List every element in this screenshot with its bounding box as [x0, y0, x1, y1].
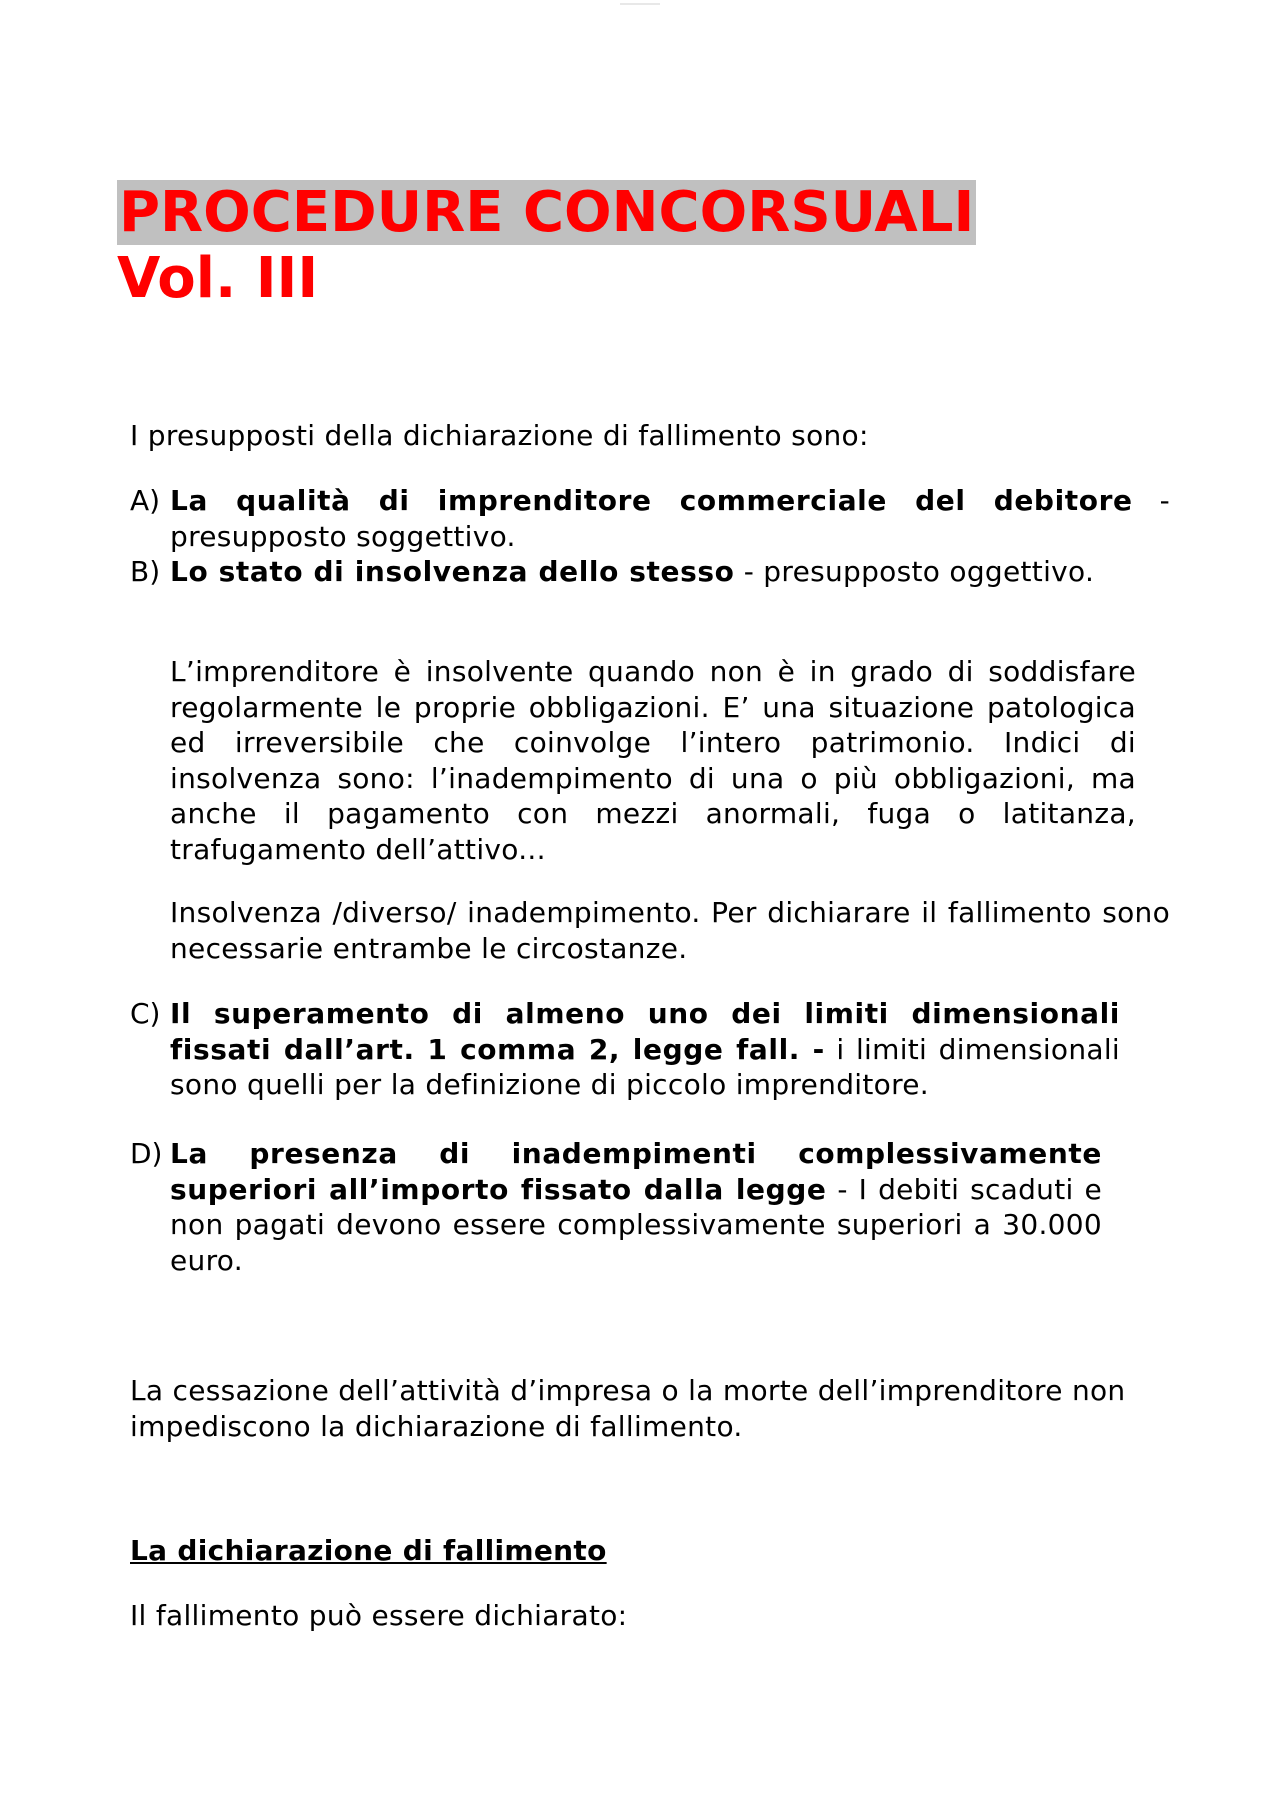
item-text: - presupposto oggettivo.: [734, 555, 1095, 588]
item-text: - I debiti scaduti e non pagati devono essere complessivamente superiori a 30.000 euro.: [170, 1172, 1102, 1277]
list-marker: A): [130, 484, 161, 517]
insolvency-paragraph: L’imprenditore è insolvente quando non è in grado di soddisfare regolarmente le proprie obbligazioni. E’ una situazione patologica ed irreversibile che coinvolge l’intero patrimonio. Indici di insolvenza sono: l’inadempimento di una o più obbligazioni, ma anche il pagamento con mezzi anormali, fuga o latitanza, trafugamento dell’attivo...: [170, 655, 1136, 866]
insolvency-vs-default-paragraph: Insolvenza /diverso/ inadempimento. Per dichiarare il fallimento sono necessarie entrambe le circostanze.: [170, 896, 1170, 965]
item-bold-text: La presenza di inadempimenti complessivamente superiori all’importo fissato dalla legge: [170, 1137, 1102, 1206]
item-text: i limiti dimensionali sono quelli per la definizione di piccolo imprenditore.: [170, 1032, 1120, 1101]
intro-paragraph: I presupposti della dichiarazione di fallimento sono:: [130, 419, 869, 452]
item-bold-text: Il superamento di almeno uno dei limiti dimensionali fissati dall’art. 1 comma 2, legge fall. -: [170, 997, 1120, 1066]
item-bold-text: La qualità di imprenditore commerciale del debitore: [170, 484, 1133, 517]
section-heading: La dichiarazione di fallimento: [130, 1534, 607, 1567]
list-marker: D): [130, 1137, 163, 1170]
item-bold-text: Lo stato di insolvenza dello stesso: [170, 555, 735, 588]
title-line-2: Vol. III: [117, 246, 319, 311]
list-marker: C): [130, 997, 161, 1030]
item-text: - presupposto soggettivo.: [170, 484, 1170, 553]
list-marker: B): [130, 555, 161, 588]
header-mark: [620, 3, 660, 5]
section-intro-paragraph: Il fallimento può essere dichiarato:: [130, 1599, 628, 1632]
cessation-paragraph: La cessazione dell’attività d’impresa o la morte dell’imprenditore non impediscono la dichiarazione di fallimento.: [130, 1374, 1126, 1443]
document-title: [117, 180, 1117, 312]
title-line-1: PROCEDURE CONCORSUALI: [119, 180, 975, 245]
